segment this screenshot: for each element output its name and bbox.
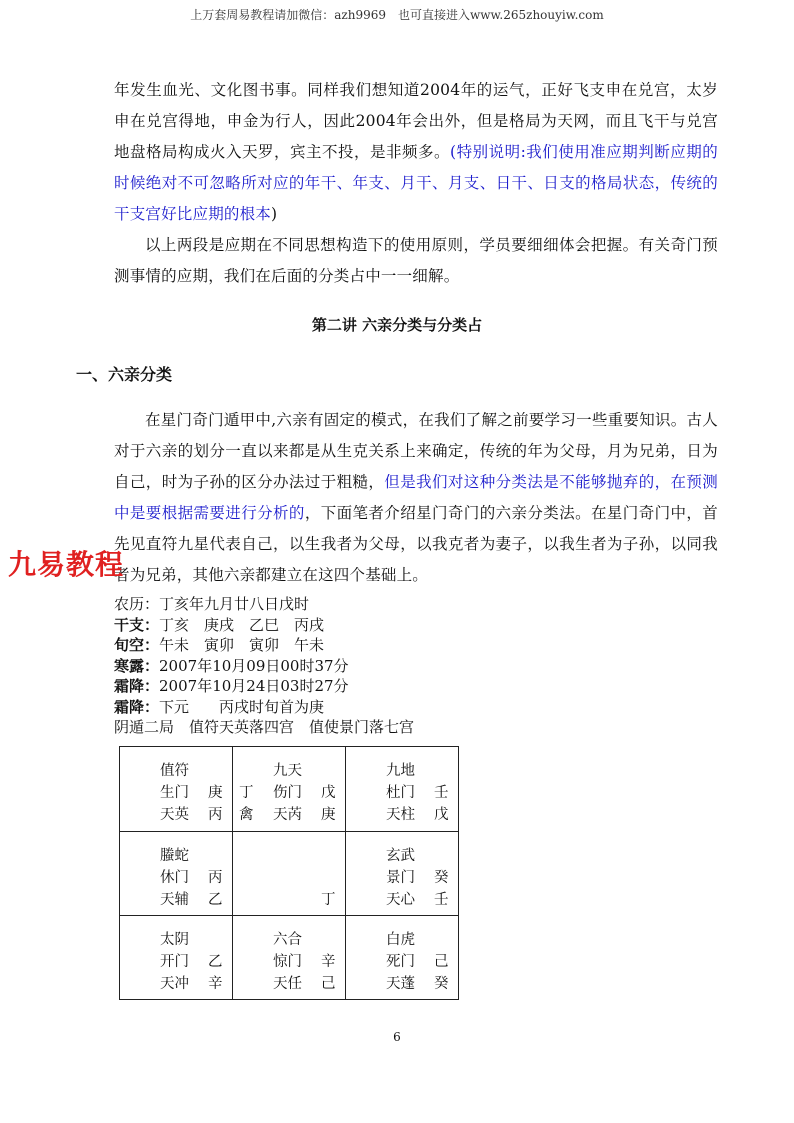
palace-9 (233, 747, 345, 831)
chart-info (114, 594, 414, 738)
eight-god: 太阴 (160, 932, 189, 948)
nine-star: 天蓬 (386, 976, 415, 992)
eight-door: 开门 (160, 954, 189, 970)
hanlu-row (114, 656, 414, 677)
eight-door: 生门 (160, 785, 189, 801)
star-stem: 庚 (321, 807, 336, 823)
eight-door: 杜门 (386, 785, 415, 801)
paragraph-text-end: ) (271, 205, 278, 223)
shuangjiang-label: 霜降： (114, 677, 160, 695)
eight-door: 景门 (386, 870, 415, 886)
nine-star: 天冲 (160, 976, 189, 992)
page-header: 上万套周易教程请加微信：azh9969 也可直接进入www.265zhouyiw.com (190, 8, 604, 22)
xunkong-row (114, 635, 414, 656)
palace-2 (346, 747, 458, 831)
lunar-date: 农历：丁亥年九月廿八日戊时 (114, 595, 310, 613)
paragraph-yingqi-2004 (114, 75, 718, 230)
eight-god: 值符 (160, 763, 189, 779)
yuan-row (114, 697, 414, 718)
door-stem: 癸 (434, 870, 449, 886)
special-note: (特别说明:我们使用准应期判断应期的时候绝对不可忽略所对应的年干、年支、月干、月支、日干、日支的格局状态，传统的干支宫好比应期的根本 (114, 143, 718, 223)
eight-god: 螣蛇 (160, 848, 189, 864)
extra-stem: 丁 (239, 785, 254, 801)
nine-star: 天柱 (386, 807, 415, 823)
eight-god: 白虎 (386, 932, 415, 948)
hanlu-value: 2007年10月09日00时37分 (159, 656, 349, 675)
star-stem: 己 (321, 976, 336, 992)
star-stem: 壬 (434, 892, 449, 908)
palace-5 (233, 832, 345, 916)
shuangjiang-row (114, 676, 414, 697)
paragraph-text: 在星门奇门遁甲中,六亲有固定的模式，在我们了解之前要学习一些重要知识。古人对于六亲的划分一直以来都是从生克关系上来确定，传统的年为父母，月为兄弟，日为自己，时为子孙的区分办法过于粗糙， (114, 411, 718, 491)
lecture-title: 第二讲 六亲分类与分类占 (311, 316, 483, 334)
page-number: 6 (393, 1030, 401, 1044)
highlight-text: 但是我们对这种分类法是不能够抛弃的，在预测中是要根据需要进行分析的 (114, 473, 718, 522)
star-stem: 乙 (208, 892, 223, 908)
ganzhi-label: 干支： (114, 615, 160, 634)
palace-4 (120, 747, 232, 831)
paragraph-summary: 以上两段是应期在不同思想构造下的使用原则，学员要细细体会把握。有关奇门预测事情的应期，我们在后面的分类占中一一细解。 (114, 236, 718, 285)
shuangjiang-value: 2007年10月24日03时27分 (159, 677, 349, 695)
nine-star: 天芮 (273, 807, 302, 823)
eight-door: 死门 (386, 954, 415, 970)
eight-door: 休门 (160, 870, 189, 886)
xunkong-value: 午未 寅卯 寅卯 午未 (159, 636, 325, 654)
eight-door: 惊门 (273, 954, 302, 970)
section-title: 一、六亲分类 (76, 365, 173, 384)
nine-star: 天辅 (160, 892, 189, 908)
palace-6 (346, 916, 458, 1000)
nine-star: 天任 (273, 976, 302, 992)
palace-1 (233, 916, 345, 1000)
star-stem: 辛 (208, 976, 223, 992)
star-stem: 癸 (434, 976, 449, 992)
star-stem: 戊 (434, 807, 449, 823)
paragraph-text-2: ，下面笔者介绍星门奇门的六亲分类法。在星门奇门中，首先见直符九星代表自己，以生我者为父母，以我克者为妻子，以我生者为子孙，以同我者为兄弟，其他六亲都建立在这四个基础上。 (114, 504, 719, 584)
door-stem: 丙 (208, 870, 223, 886)
hanlu-label: 寒露： (114, 656, 160, 675)
ganzhi-value: 丁亥 庚戌 乙巳 丙戌 (159, 615, 325, 634)
door-stem: 壬 (434, 785, 449, 801)
eight-door: 伤门 (273, 785, 302, 801)
door-stem: 庚 (208, 785, 223, 801)
qimen-chart-grid (119, 746, 459, 1000)
door-stem: 乙 (208, 954, 223, 970)
extra-star: 禽 (239, 807, 254, 823)
xunkong-label: 旬空： (114, 636, 160, 654)
eight-god: 九天 (273, 763, 302, 779)
ganzhi-row (114, 615, 414, 636)
ju-row: 阴遁二局 值符天英落四宫 值使景门落七宫 (114, 718, 415, 736)
watermark-logo: 九易教程 (8, 548, 125, 581)
palace-3 (120, 832, 232, 916)
nine-star: 天心 (386, 892, 415, 908)
star-stem: 丙 (208, 807, 223, 823)
door-stem: 辛 (321, 954, 336, 970)
paragraph-liuqin (114, 405, 718, 591)
eight-god: 九地 (386, 763, 415, 779)
palace-7 (346, 832, 458, 916)
yuan-label: 霜降： (114, 697, 160, 716)
eight-god: 六合 (273, 932, 302, 948)
nine-star: 天英 (160, 807, 189, 823)
star-stem: 丁 (321, 892, 336, 908)
eight-god: 玄武 (386, 848, 415, 864)
paragraph-text: 年发生血光、文化图书事。同样我们想知道2004年的运气，正好飞支申在兑宫，太岁申在兑宫得地，申金为行人，因此2004年会出外，但是格局为天网，而且飞干与兑宫地盘格局构成火入天罗，宾主不投，是非频多。 (114, 81, 718, 161)
door-stem: 己 (434, 954, 449, 970)
yuan-value: 下元 丙戌时旬首为庚 (159, 697, 325, 716)
door-stem: 戊 (321, 785, 336, 801)
palace-8 (120, 916, 232, 1000)
